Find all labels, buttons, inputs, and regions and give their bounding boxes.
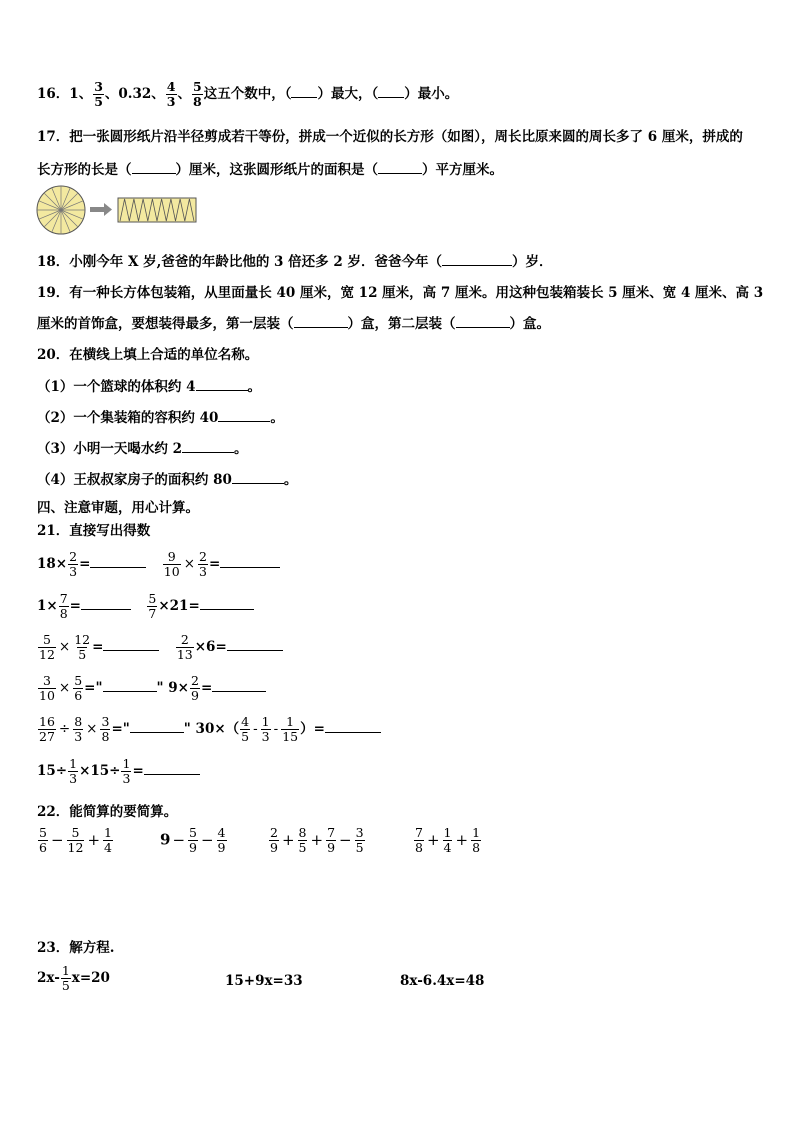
equation-3: 8x-6.4x=48 [400,973,485,989]
equation-1: 2x- $\frac{1}{5}$ x=20 [37,963,110,993]
calc-row-2: 1× $\frac{7}{8}$ = $\frac{5}{7}$ ×21= [37,592,254,621]
arrow-icon [90,203,112,216]
question-18: 18．小刚今年 X 岁,爸爸的年龄比他的 3 倍还多 2 岁．爸爸今年（ ）岁． [37,254,553,270]
calc-row-6: 15÷ $\frac{1}{3}$ ×15÷ $\frac{1}{3}$ = [37,757,200,786]
answer-blank[interactable] [81,609,131,610]
answer-blank[interactable] [103,650,159,651]
answer-blank[interactable] [132,173,176,174]
question-20-item-2: （2）一个集装箱的容积约 40 。 [37,410,284,426]
question-17-line1: 17．把一张圆形纸片沿半径剪成若干等份，拼成一个近似的长方形（如图），周长比原来圆的周长多了 6 厘米，拼成的 [37,129,743,145]
simplify-expr-1: $\frac{5}{6}$ − $\frac{5}{12}$ + $\frac{1}{4}$ [39,825,112,855]
calc-row-3: $\frac{5}{12}$ × $\frac{12}{5}$ = $\frac{2}{13}$ ×6= [37,633,283,662]
answer-blank[interactable] [232,483,284,484]
question-22-title: 22．能简算的要简算。 [37,804,178,820]
question-19-line2: 厘米的首饰盒，要想装得最多，第一层装（ ）盒，第二层装（ ）盒。 [37,316,550,332]
question-17-line2: 长方形的长是（ ）厘米，这张圆形纸片的面积是（ ）平方厘米。 [37,162,503,178]
question-20-item-1: （1）一个篮球的体积约 4 。 [37,379,261,395]
answer-blank[interactable] [291,97,317,98]
calc-row-4: $\frac{3}{10}$ × $\frac{5}{6}$ =" " 9× $\frac{2}{9}$ = [37,674,266,703]
answer-blank[interactable] [378,173,422,174]
equation-2: 15+9x=33 [225,973,303,989]
simplify-expr-3: $\frac{2}{9}$ + $\frac{8}{5}$ + $\frac{7}{9}$ − $\frac{3}{5}$ [270,825,364,855]
answer-blank[interactable] [200,609,254,610]
answer-blank[interactable] [218,421,270,422]
answer-blank[interactable] [103,691,157,692]
calc-row-1: 18× $\frac{2}{3}$ = $\frac{9}{10}$ × $\frac{2}{3}$ = [37,550,280,579]
answer-blank[interactable] [130,732,184,733]
fraction: $\frac{3}{5}$ [94,79,103,109]
answer-blank[interactable] [90,567,146,568]
question-19-line1: 19．有一种长方体包装箱，从里面量长 40 厘米，宽 12 厘米，高 7 厘米。用这种包装箱装长 5 厘米、宽 4 厘米、高 3 [37,285,764,301]
answer-blank[interactable] [196,390,248,391]
answer-blank[interactable] [378,97,404,98]
answer-blank[interactable] [144,774,200,775]
answer-blank[interactable] [325,732,381,733]
answer-blank[interactable] [227,650,283,651]
answer-blank[interactable] [220,567,280,568]
answer-blank[interactable] [442,265,512,266]
question-16: 16．1、 $\frac{3}{5}$ 、0.32、 $\frac{4}{3}$ 、 $\frac{5}{8}$ 这五个数中，（ ）最大，（ ）最小。 [37,79,459,109]
circle-to-rectangle-figure [36,184,202,236]
question-23-title: 23．解方程. [37,940,115,956]
answer-blank[interactable] [456,327,510,328]
question-20-title: 20．在横线上填上合适的单位名称。 [37,347,259,363]
question-21-title: 21．直接写出得数 [37,523,151,539]
answer-blank[interactable] [182,452,234,453]
answer-blank[interactable] [212,691,266,692]
question-20-item-3: （3）小明一天喝水约 2 。 [37,441,248,457]
simplify-expr-2: 9 − $\frac{5}{9}$ − $\frac{4}{9}$ [160,825,226,855]
question-20-item-4: （4）王叔叔家房子的面积约 80 。 [37,472,298,488]
section-heading: 四、注意审题，用心计算。 [37,500,199,516]
simplify-expr-4: $\frac{7}{8}$ + $\frac{1}{4}$ + $\frac{1}{8}$ [415,825,481,855]
answer-blank[interactable] [294,327,348,328]
calc-row-5: $\frac{16}{27}$ ÷ $\frac{8}{3}$ × $\frac{3}{8}$ =" " 30×（ $\frac{4}{5}$ - $\frac{1}{3}$ - $\frac{1}{15}$ ）= [37,715,381,744]
